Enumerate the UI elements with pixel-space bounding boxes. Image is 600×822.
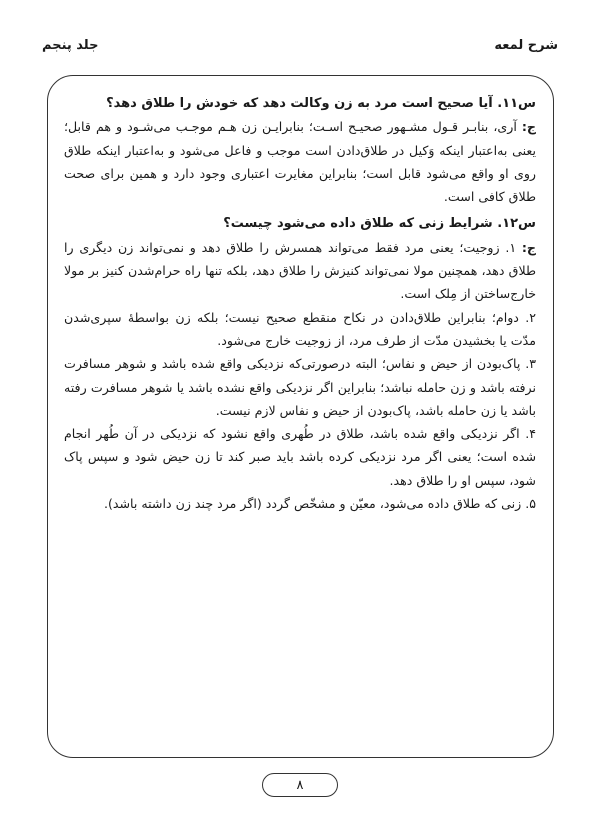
volume-label: جلد پنجم bbox=[42, 38, 99, 53]
answer-12-item-1-text: ۱. زوجیت؛ یعنی مرد فقط می‌تواند همسرش را طلاق دهد و نمی‌تواند زن دیگری را طلاق دهد، همچنین مولا نمی‌تواند کنیزش را طلاق دهد، بلکه تنها راه حرام‌شدن کنیز بر مولا خارج‌ساختن از مِلک است. bbox=[64, 239, 536, 302]
answer-label: ج: bbox=[521, 239, 536, 255]
question-11: س۱۱. آیا صحیح است مرد به زن وکالت دهد که خودش را طلاق دهد؟ bbox=[106, 96, 536, 111]
answer-12-item-2: ۲. دوام؛ بنابراین طلاق‌دادن در نکاح منقطع صحیح نیست؛ بلکه زن بواسطهٔ سپری‌شدن مدّت یا بخشیدن مدّت از طرف مرد، از زوجیت خارج می‌شود. bbox=[64, 309, 536, 348]
page-body bbox=[64, 92, 536, 515]
answer-12-item-3: ۳. پاک‌بودن از حیض و نفاس؛ البته درصورتی‌که نزدیکی واقع شده باشد و شوهر مسافرت نرفته باشد و زن حامله نباشد؛ بنابراین اگر نزدیکی واقع نشده باشد یا شوهر مسافرت رفته باشد یا زن حامله باشد، پاک‌بودن از حیض و نفاس لازم نیست. bbox=[64, 356, 536, 418]
answer-11 bbox=[64, 115, 536, 208]
answer-12-item-1 bbox=[64, 236, 536, 306]
answer-12-item-5: ۵. زنی که طلاق داده می‌شود، معیّن و مشخّص گردد (اگر مرد چند زن داشته باشد). bbox=[103, 496, 536, 512]
book-title: شرح لمعه bbox=[494, 38, 558, 53]
answer-11-text: آری، بنابـر قـول مشـهور صحیـح اسـت؛ بنابرایـن زن هـم موجـب می‌شـود و هم قابل؛ یعنی به‌اعتبار اینکه وَکیل در طلاق‌دادن است موجب و فاعل می‌شود و به‌اعتبار اینکه طلاق روی او واقع می‌شود قابل است؛ بنابراین مغایرت اعتباری وجود دارد و همین برای صحت طلاق کافی است. bbox=[64, 119, 536, 205]
question-12: س۱۲. شرایط زنی که طلاق داده می‌شود چیست؟ bbox=[223, 216, 536, 232]
running-header bbox=[42, 38, 558, 60]
answer-label: ج: bbox=[521, 119, 536, 135]
page-number: ۸ bbox=[262, 773, 338, 797]
answer-12-item-4: ۴. اگر نزدیکی واقع شده باشد، طلاق در طُهری واقع نشود که نزدیکی در آن طُهر انجام شده است؛ یعنی اگر مرد نزدیکی کرده باشد باید صبر کند تا زن حیض شود و سپس پاک شود، سپس او را طلاق دهد. bbox=[64, 426, 536, 488]
